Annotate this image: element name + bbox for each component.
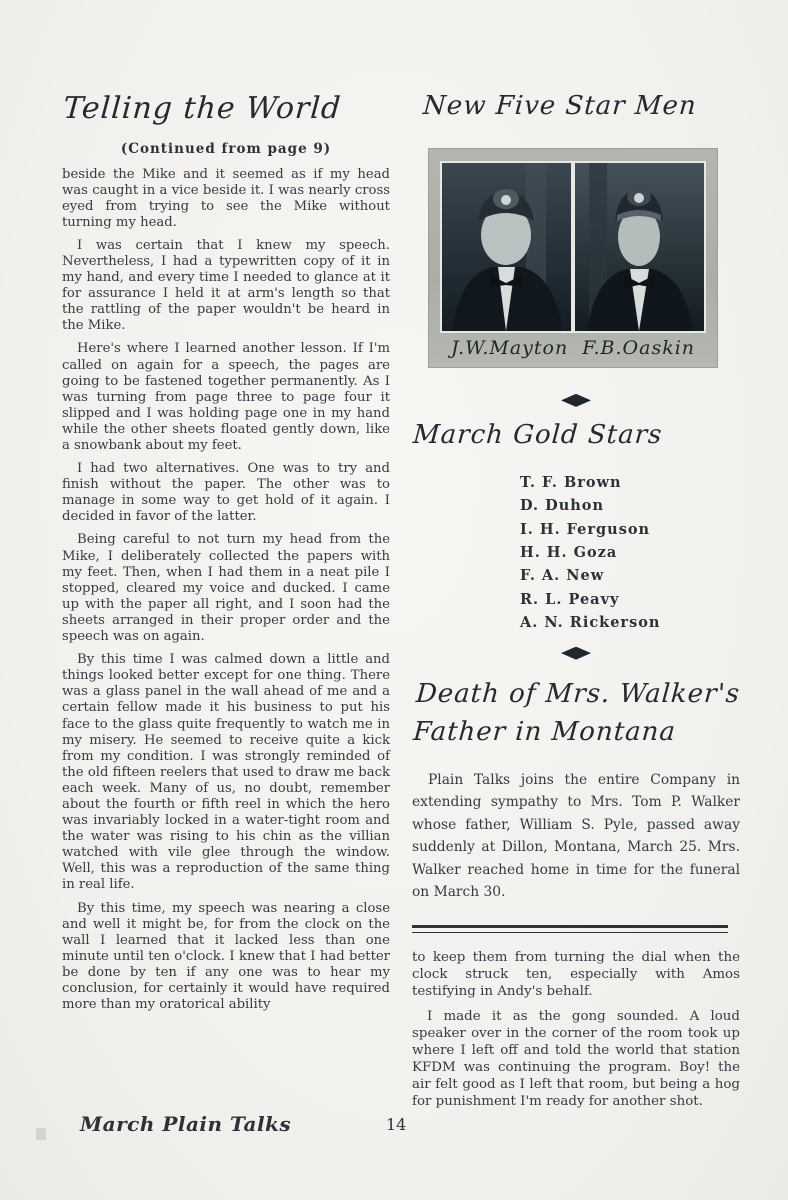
journal-title: March Plain Talks — [80, 1112, 292, 1136]
gold-star-name: D. Duhon — [520, 497, 605, 515]
article-body — [62, 167, 390, 1014]
paragraph: I had two alternatives. One was to try and finish without the paper. The other was to manage in some way to get hold of it again. I decided in favor of the latter. — [62, 461, 390, 525]
article-continuation — [412, 949, 740, 1110]
right-column — [412, 92, 740, 1118]
gold-star-name: R. L. Peavy — [520, 590, 620, 608]
paragraph: By this time I was calmed down a little and things looked better except for one thing. There was a glass panel in the wall ahead of me and a certain fellow made it his business to put his face to the glass quite frequently to watch me in my misery. He seemed to receive quite a kick from my condition. I was strongly reminded of the old fifteen reelers that used to draw me back each week. Many of us, no doubt, remember about the fourth or fifth reel in which the hero was invariably locked in a water-tight room and the water was rising to his chin as the villian watched with vile glee through the window. Well, this was a reproduction of the same thing in real life. — [62, 652, 390, 893]
section-title-march-gold-stars: March Gold Stars — [412, 419, 664, 450]
paragraph: to keep them from turning the dial when the clock struck ten, especially with Amos testifying in Andy's behalf. — [412, 950, 740, 1000]
continued-from-note: (Continued from page 9) — [120, 140, 332, 157]
gold-stars-name-list — [520, 471, 740, 635]
paragraph: beside the Mike and it seemed as if my head was caught in a vice beside it. I was nearly cross eyed from trying to see the Mike without turning my head. — [62, 166, 390, 230]
gold-star-name: T. F. Brown — [520, 473, 622, 491]
diamond-ornament-icon — [561, 647, 591, 660]
diamond-ornament-icon — [561, 394, 591, 407]
section-divider-rule — [412, 925, 728, 933]
death-notice-title-line2: Father in Montana — [412, 716, 678, 747]
paragraph: Here's where I learned another lesson. If I'm called on again for a speech, the pages are going to be fastened together permanently. As I was turning from page three to page four it slipped and I was holding page one in my hand while the other sheets floated gently down, like a snowbank about my feet. — [62, 341, 390, 453]
photo-caption: J.W.Mayton F.B.Oaskin — [450, 336, 696, 359]
paragraph: I made it as the gong sounded. A loud speaker over in the corner of the room took up where I left off and told the world that station KFDM was continuing the program. Boy! the air felt good as I left that room, but being a hog for punishment I'm ready for another shot. — [412, 1009, 740, 1110]
article-title: Telling the World — [62, 91, 343, 126]
page-footer — [0, 1110, 788, 1150]
paragraph: By this time, my speech was nearing a close and well it might be, for from the clock on the wall I learned that it lacked less than one minute until ten o'clock. I knew that I had better be done by ten if any one was to hear my conclusion, for certainly it would have required more than my oratorical ability — [62, 900, 390, 1013]
gold-star-name: F. A. New — [520, 567, 605, 585]
paragraph: I was certain that I knew my speech. Nevertheless, I had a typewritten copy of it in my hand, and every time I needed to glance at it for assurance I held it at arm's length so that the rattling of the paper wouldn't be heard in the Mike. — [62, 237, 390, 334]
death-notice-body — [412, 769, 740, 903]
five-star-men-photo — [428, 148, 718, 368]
scan-edge-mark — [36, 1128, 46, 1140]
portrait-photo-right — [575, 163, 704, 331]
portrait-photos — [440, 161, 706, 333]
gold-star-name: A. N. Rickerson — [520, 614, 661, 632]
gold-star-name: I. H. Ferguson — [520, 520, 651, 538]
death-notice-title-line1: Death of Mrs. Walker's — [414, 678, 742, 709]
gold-star-name: H. H. Goza — [520, 544, 618, 561]
section-title-death-notice — [412, 676, 745, 751]
left-column — [62, 92, 390, 1020]
portrait-photo-left — [442, 163, 571, 331]
section-title-new-five-star-men: New Five Star Men — [422, 91, 698, 121]
paragraph: Plain Talks joins the entire Company in extending sympathy to Mrs. Tom P. Walker whose father, William S. Pyle, passed away suddenly at Dillon, Montana, March 25. Mrs. Walker reached home in time for the funeral on March 30. — [412, 772, 740, 901]
page-number: 14 — [386, 1115, 407, 1134]
paragraph: Being careful to not turn my head from the Mike, I deliberately collected the papers with my feet. Then, when I had them in a neat pile I stopped, cleared my voice and ducked. I came up with the paper all right, and I soon had the sheets arranged in their proper order and the speech was on again. — [62, 532, 390, 645]
